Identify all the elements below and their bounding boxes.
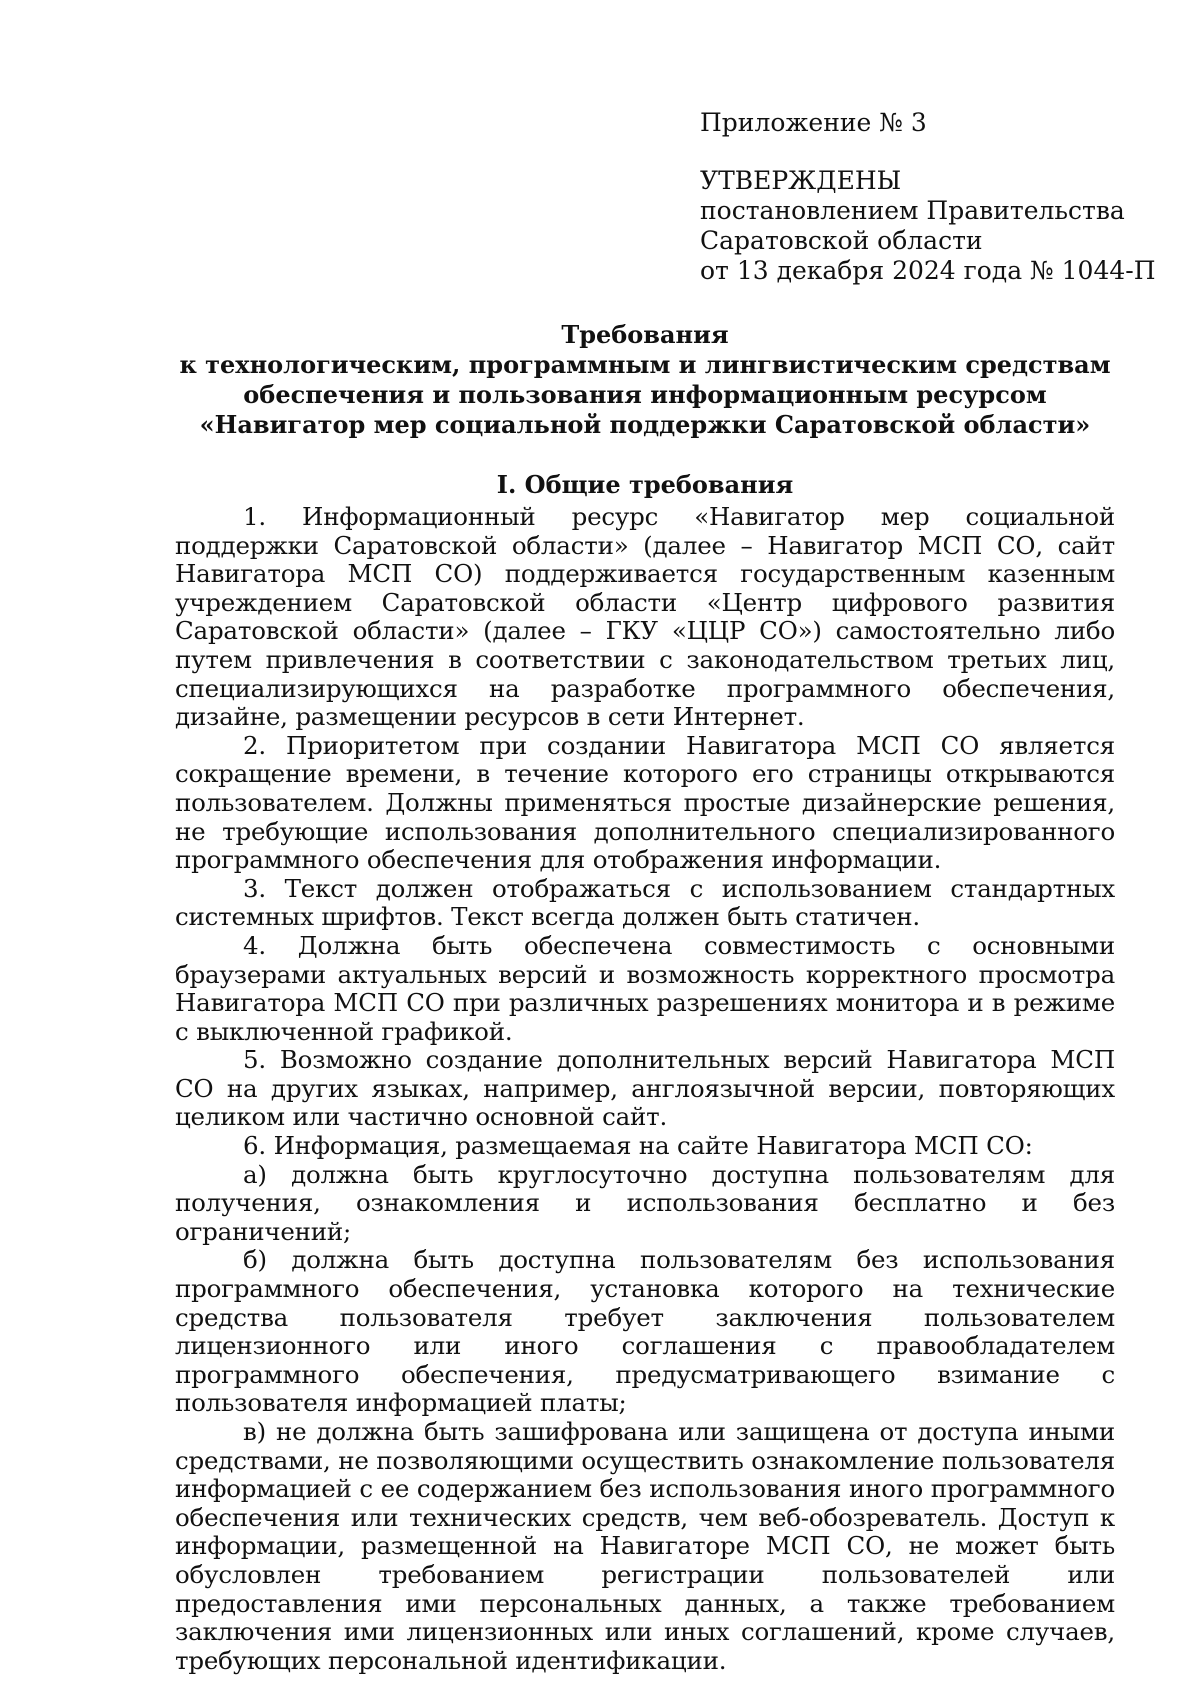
appendix-number: Приложение № 3 bbox=[700, 108, 927, 137]
paragraph-6b: б) должна быть доступна пользователям без использования программного обеспечения, установка которого на технические средства пользователя требует заключения пользователем лицензионного или иного соглашения с правообладателем программного обеспечения, предусматривающего взимание с пользователя информацией платы; bbox=[175, 1245, 1115, 1418]
paragraph-5: 5. Возможно создание дополнительных версий Навигатора МСП СО на других языках, например, англоязычной версии, повторяющих целиком или частично основной сайт. bbox=[175, 1045, 1115, 1132]
paragraph-3: 3. Текст должен отображаться с использованием стандартных системных шрифтов. Текст всегда должен быть статичен. bbox=[175, 873, 1115, 932]
paragraph-1: 1. Информационный ресурс «Навигатор мер социальной поддержки Саратовской области» (далее – Навигатор МСП СО, сайт Навигатора МСП СО) поддерживается государственным казенным учреждением Саратовской области «Центр цифрового развития Саратовской области» (далее – ГКУ «ЦЦР СО») самостоятельно либо путем привлечения в соответствии с законодательством третьих лиц, специализирующихся на разработке программного обеспечения, дизайне, размещении ресурсов в сети Интернет. bbox=[175, 502, 1115, 732]
document-body bbox=[175, 503, 1115, 1675]
approved-label: УТВЕРЖДЕНЫ bbox=[700, 166, 902, 195]
title-line-1: Требования bbox=[561, 320, 729, 349]
paragraph-6a: а) должна быть круглосуточно доступна пользователям для получения, ознакомления и использования бесплатно и без ограничений; bbox=[175, 1159, 1115, 1246]
title-line-3: обеспечения и пользования информационным ресурсом bbox=[243, 380, 1047, 409]
section-heading: I. Общие требования bbox=[496, 470, 794, 499]
title-line-2: к технологическим, программным и лингвистическим средствам bbox=[179, 350, 1111, 379]
approval-line-2: Саратовской области bbox=[700, 226, 983, 255]
approval-line-1: постановлением Правительства bbox=[700, 196, 1125, 225]
paragraph-6c: в) не должна быть зашифрована или защищена от доступа иными средствами, не позволяющими осуществить ознакомление пользователя информацией с ее содержанием без использования иного программного обеспечения или технических средств, чем веб-обозреватель. Доступ к информации, размещенной на Навигаторе МСП СО, не может быть обусловлен требованием регистрации пользователей или предоставления ими персональных данных, а также требованием заключения ими лицензионных или иных соглашений, кроме случаев, требующих персональной идентификации. bbox=[175, 1417, 1115, 1675]
document-title bbox=[170, 320, 1120, 440]
title-line-4: «Навигатор мер социальной поддержки Саратовской области» bbox=[199, 410, 1091, 439]
approval-line-3: от 13 декабря 2024 года № 1044-П bbox=[700, 256, 1156, 285]
paragraph-2: 2. Приоритетом при создании Навигатора МСП СО является сокращение времени, в течение которого его страницы открываются пользователем. Должны применяться простые дизайнерские решения, не требующие использования дополнительного специализированного программного обеспечения для отображения информации. bbox=[175, 730, 1115, 875]
paragraph-6: 6. Информация, размещаемая на сайте Навигатора МСП СО: bbox=[243, 1131, 1033, 1161]
paragraph-4: 4. Должна быть обеспечена совместимость с основными браузерами актуальных версий и возможность корректного просмотра Навигатора МСП СО при различных разрешениях монитора и в режиме с выключенной графикой. bbox=[175, 930, 1115, 1046]
approval-block bbox=[700, 108, 1170, 286]
